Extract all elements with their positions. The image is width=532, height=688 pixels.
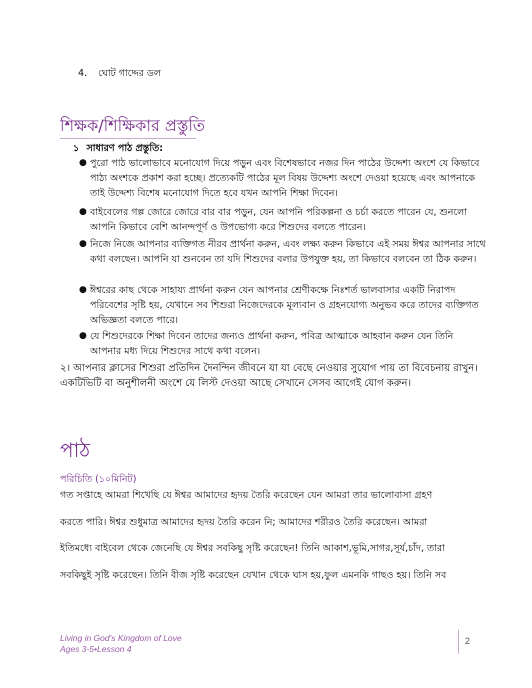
bullet-text: যে শিশুদেরকে শিক্ষা দিবেন তাদের জন্যও প্রার্থনা করুন, পবিত্র আত্মাকে আহবান করুন যেন তিনি আপনার মধ্য দিয়ে শিশুদের সাথে কথা বলেন। bbox=[90, 331, 454, 357]
list-item bbox=[79, 237, 486, 267]
bullet-icon: ● bbox=[79, 158, 87, 168]
lesson-line: গত সপ্তাহে আমরা শিখেছি যে ঈশ্বর আমাদের হৃদয় তৈরি করেছেন যেন আমরা তার ভালোবাসা গ্রহণ bbox=[60, 490, 433, 501]
footer-subtitle: Ages 3-5•Lesson 4 bbox=[60, 644, 132, 654]
teacher-prep-heading-underline bbox=[60, 138, 196, 139]
bullet-icon: ● bbox=[79, 285, 87, 295]
list-item bbox=[79, 156, 486, 201]
bullet-icon: ● bbox=[79, 239, 87, 249]
general-prep-title: সাধারণ পাঠ প্রস্তুতি: bbox=[86, 143, 164, 154]
teacher-prep-heading: শিক্ষক/শিক্ষিকার প্রস্তুতি bbox=[60, 116, 205, 135]
choices-paragraph: ২। আপনার ক্লাসের শিশুরা প্রতিদিন দৈনন্দিন জীবনে যা যা বেছে নেওয়ার সুযোগ পায় তা বিবেচনায় রাখুন। একটিভিটি বা অনুশীলনী অংশে যে লিস্ট দেওয়া আছে সেখানে সেসব আগেই যোগ করুন। bbox=[60, 363, 478, 389]
lesson-heading: পাঠ bbox=[60, 438, 91, 462]
top-item-text: ঘোট গাদ্দের ডল bbox=[98, 68, 161, 79]
lesson-line: করতে পারি। ঈশ্বর শুধুমাত্র আমাদের হৃদয় তৈরি করেন নি; আমাদের শরীরও তৈরি করেছেন। আমরা bbox=[60, 517, 428, 528]
list-item bbox=[79, 283, 486, 328]
page-number: 2 bbox=[465, 636, 471, 646]
bullet-text: পুরো পাঠ ভালোভাবে মনোযোগ দিয়ে পড়ুন এবং বিশেষভাবে নজর দিন পাঠের উদ্দেশ্য অংশে যে কিভাবে পাঠ্য অংশকে প্রকাশ করা হচ্ছে। প্রত্যেকটি পাঠের মূল বিষয় উদ্দেশ্য অংশে দেওয়া হয়েছে এবং আপনাকে তাই উদ্দেশ্য বিশেষ মনোযোগ দিতে হবে যখন আপনি শিক্ষা দিবেন। bbox=[90, 158, 480, 199]
bullet-text: বাইবেলের গল্প জোরে জোরে বার বার পড়ুন, যেন আপনি পরিকল্পনা ও চর্চা করতে পারেন যে, শুনলো আপনি কিভাবে বেশি আনন্দপূর্ণ ও উপভোগ্য করে শিশুদের বলতে পারেন। bbox=[90, 207, 468, 233]
bullet-text: ঈশ্বরের কাছ থেকে সাহায্য প্রার্থনা করুন যেন আপনার শ্রেণীকক্ষে নিঃশর্ত ভালবাসার একটি নিরাপদ পরিবেশের সৃষ্টি হয়, যেখানে সব শিশুরা নিজেদেরকে মূল্যবান ও গ্রহনযোগ্য অনুভব করে তাদের ব্যক্তিগত অভিজ্ঞতা বলতে পারে। bbox=[90, 285, 479, 326]
footer-title: Living in God's Kingdom of Love bbox=[60, 633, 182, 643]
lesson-line: ইতিমধ্যে বাইবেল থেকে জেনেছি যে ঈশ্বর সবকিছু সৃষ্টি করেছেন! তিনি আকাশ,ভূমি,সাগর,সূর্য,চাঁদ, তারা bbox=[60, 543, 445, 554]
lesson-line: সবকিছুই সৃষ্টি করেছেন। তিনি বীজ সৃষ্টি করেছেন যেখান থেকে ঘাস হয়,ফুল এমনকি গাছও হয়। তিনি সব bbox=[60, 570, 447, 581]
bullet-text: নিজে নিজে আপনার ব্যক্তিগত নীরব প্রার্থনা করুন, এবং লক্ষ্য করুন কিভাবে এই সময় ঈশ্বর আপনার সাথে কথা বলছেন। আপনি যা শুনবেন তা যদি শিশুদের বলার উপযুক্ত হয়, তা কিভাবে বলবেন তা ঠিক করুন। bbox=[90, 239, 486, 265]
footer-divider bbox=[458, 630, 459, 654]
general-prep-number: ১ bbox=[73, 143, 80, 154]
top-item-number: 4. bbox=[78, 68, 88, 79]
list-item bbox=[79, 205, 486, 235]
general-prep-subheading bbox=[73, 141, 163, 156]
introduction-subheading: পরিচিতি (১০মিনিট) bbox=[60, 474, 137, 485]
bullet-icon: ● bbox=[79, 207, 87, 217]
list-item bbox=[79, 329, 486, 359]
bullet-icon: ● bbox=[79, 331, 87, 341]
top-list-item bbox=[78, 66, 161, 81]
